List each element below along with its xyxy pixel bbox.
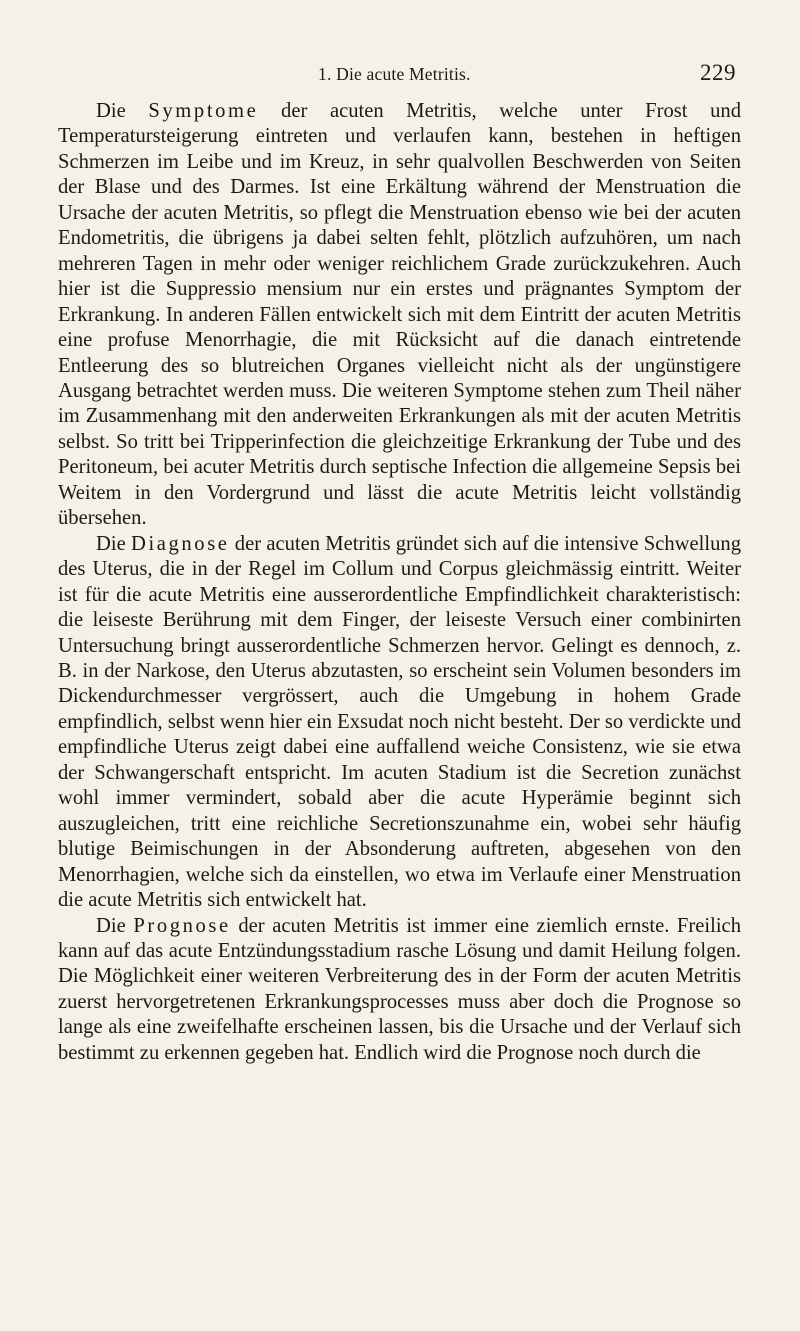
body-text bbox=[58, 99, 741, 1066]
page-number: 229 bbox=[700, 60, 736, 85]
running-title: 1. Die acute Metritis. bbox=[318, 64, 471, 84]
paragraph-diagnose-text: der acuten Metritis gründet sich auf die intensive Schwellung des Uterus, die in der Regel im Collum und Corpus gleichmässig eintritt. Weiter ist für die acute Metritis eine ausserordentliche Empfindlichkeit charakteristisch: die leiseste Berührung mit dem Finger, der leiseste Versuch einer combinirten Untersuchung bringt ausserordentliche Schmerzen hervor. Gelingt es dennoch, z. B. in der Narkose, den Uterus abzutasten, so erscheint sein Volumen besonders im Dickendurchmesser vergrössert, auch die Umgebung in hohem Grade empfindlich, selbst wenn hier ein Exsudat noch nicht besteht. Der so verdickte und empfindliche Uterus zeigt dabei eine auffallend weiche Consistenz, wie sie etwa der Schwangerschaft entspricht. Im acuten Stadium ist die Secretion zunächst wohl immer vermindert, sobald aber die acute Hyperämie beginnt sich auszugleichen, tritt eine reichliche Secretionszunahme ein, wobei sehr häufig blutige Beimischungen in der Absonderung auftreten, abgesehen von den Menorrhagien, welche sich da einstellen, wo etwa im Verlaufe einer Menstruation die acute Metritis sich entwickelt hat. bbox=[58, 532, 741, 912]
paragraph-symptome: Die Symptome der acuten Metritis, welche unter Frost und Temperatursteigerung eintreten und verlaufen kann, bestehen in heftigen Schmerzen im Leibe und im Kreuz, in sehr qualvollen Beschwerden von Seiten der Blase und des Darmes. Ist eine Erkältung während der Menstruation die Ursache der acuten Metritis, so pflegt die Menstruation ebenso wie bei der acuten Endometritis, die übrigens ja dabei selten fehlt, plötzlich aufzuhören, um nach mehreren Tagen in mehr oder weniger reichlichem Grade zurückzukehren. Auch hier ist die Suppressio mensium nur ein erstes und prägnantes Symptom der Erkrankung. In anderen Fällen entwickelt sich mit dem Eintritt der acuten Metritis eine profuse Menorrhagie, die mit Rücksicht auf die danach eintretende Entleerung des so blutreichen Organes vielleicht nicht als der ungünstigere Ausgang betrachtet werden muss. Die weiteren Symptome stehen zum Theil näher im Zusammenhang mit den anderweiten Erkrankungen als mit der acuten Metritis selbst. So tritt bei Tripperinfection die gleichzeitige Erkrankung der Tube und des Peritoneum, bei acuter Metritis durch septische Infection die allgemeine Sepsis bei Weitem in den Vordergrund und lässt die acute Metritis leicht vollständig übersehen. bbox=[58, 100, 741, 530]
paragraph-prognose-text: der acuten Metritis ist immer eine ziemlich ernste. Freilich kann auf das acute Entzündungsstadium rasche Lösung und damit Heilung folgen. Die Möglichkeit einer weiteren Verbreiterung des in der Form der acuten Metritis zuerst hervorgetretenen Erkrankungsprocesses muss aber doch die Prognose so lange als eine zweifelhafte erscheinen lassen, bis die Ursache und der Verlauf sich bestimmt zu erkennen gegeben hat. Endlich wird die Prognose noch durch die bbox=[58, 914, 741, 1064]
running-header bbox=[0, 62, 800, 92]
paragraph-diagnose: Die Diagnose der acuten Metritis gründet sich auf die intensive Schwellung des Uterus, die in der Regel im Collum und Corpus gleichmässig eintritt. Weiter ist für die acute Metritis eine ausserordentliche Empfindlichkeit charakteristisch: die leiseste Berührung mit dem Finger, der leiseste Versuch einer combinirten Untersuchung bringt ausserordentliche Schmerzen hervor. Gelingt es dennoch, z. B. in der Narkose, den Uterus abzutasten, so erscheint sein Volumen besonders im Dickendurchmesser vergrössert, auch die Umgebung in hohem Grade empfindlich, selbst wenn hier ein Exsudat noch nicht besteht. Der so verdickte und empfindliche Uterus zeigt dabei eine auffallend weiche Consistenz, wie sie etwa der Schwangerschaft entspricht. Im acuten Stadium ist die Secretion zunächst wohl immer vermindert, sobald aber die acute Hyperämie beginnt sich auszugleichen, tritt eine reichliche Secretionszunahme ein, wobei sehr häufig blutige Beimischungen in der Absonderung auftreten, abgesehen von den Menorrhagien, welche sich da einstellen, wo etwa im Verlaufe einer Menstruation die acute Metritis sich entwickelt hat. bbox=[58, 532, 741, 912]
paragraph-prognose: Die Prognose der acuten Metritis ist immer eine ziemlich ernste. Freilich kann auf das acute Entzündungsstadium rasche Lösung und damit Heilung folgen. Die Möglichkeit einer weiteren Verbreiterung des in der Form der acuten Metritis zuerst hervorgetretenen Erkrankungsprocesses muss aber doch die Prognose so lange als eine zweifelhafte erscheinen lassen, bis die Ursache und der Verlauf sich bestimmt zu erkennen gegeben hat. Endlich wird die Prognose noch durch die bbox=[58, 914, 741, 1064]
keyword-diagnose: Diagnose bbox=[130, 532, 230, 555]
keyword-prognose: Prognose bbox=[133, 914, 231, 937]
paragraph-symptome-text: der acuten Metritis, welche unter Frost und Temperatursteigerung eintreten und verlaufen kann, bestehen in heftigen Schmerzen im Leibe und im Kreuz, in sehr qualvollen Beschwerden von Seiten der Blase und des Darmes. Ist eine Erkältung während der Menstruation die Ursache der acuten Metritis, so pflegt die Menstruation ebenso wie bei der acuten Endometritis, die übrigens ja dabei selten fehlt, plötzlich aufzuhören, um nach mehreren Tagen in mehr oder weniger reichlichem Grade zurückzukehren. Auch hier ist die Suppressio mensium nur ein erstes und prägnantes Symptom der Erkrankung. In anderen Fällen entwickelt sich mit dem Eintritt der acuten Metritis eine profuse Menorrhagie, die mit Rücksicht auf die danach eintretende Entleerung des so blutreichen Organes vielleicht nicht als der ungünstigere Ausgang betrachtet werden muss. Die weiteren Symptome stehen zum Theil näher im Zusammenhang mit den anderweiten Erkrankungen als mit der acuten Metritis selbst. So tritt bei Tripperinfection die gleichzeitige Erkrankung der Tube und des Peritoneum, bei acuter Metritis durch septische Infection die allgemeine Sepsis bei Weitem in den Vordergrund und lässt die acute Metritis leicht vollständig übersehen. bbox=[58, 100, 741, 530]
keyword-symptome: Symptome bbox=[148, 100, 259, 122]
